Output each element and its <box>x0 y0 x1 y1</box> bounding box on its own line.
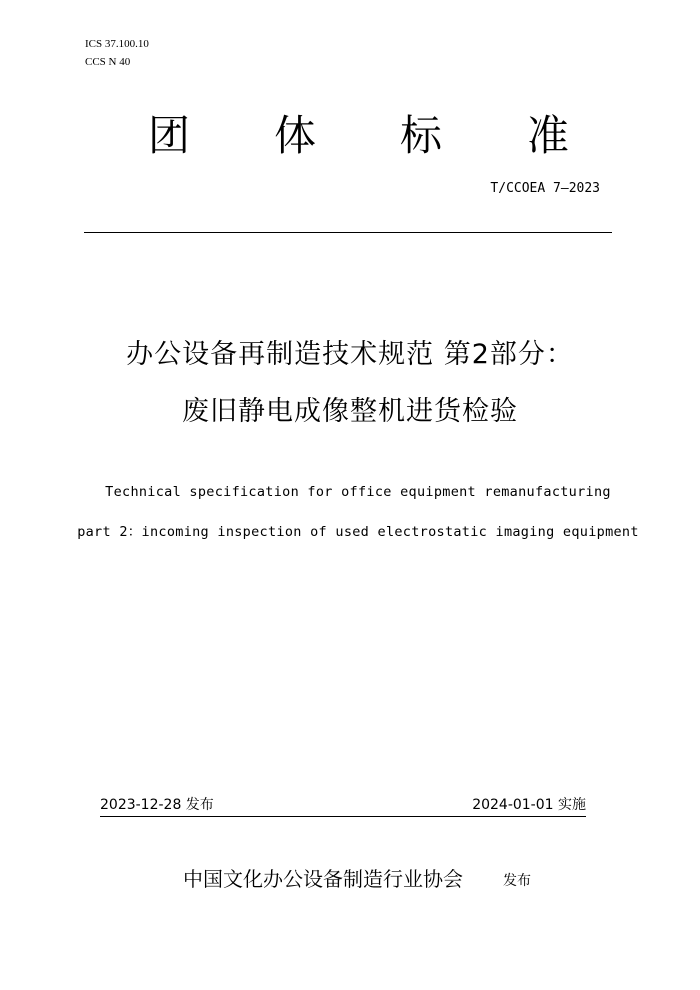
standard-type-heading <box>0 108 700 168</box>
english-title-line-1: Technical specification for office equipment remanufacturing <box>105 484 611 500</box>
english-title-line-2: part 2：incoming inspection of used electrostatic imaging equipment <box>77 524 639 540</box>
standard-code: T/CCOEA 7—2023 <box>490 181 600 196</box>
ccs-code: CCS N 40 <box>85 56 131 68</box>
document-title-line-2: 废旧静电成像整机进货检验 <box>182 396 518 427</box>
issuing-organization: 中国文化办公设备制造行业协会 <box>183 867 463 891</box>
standard-type-char: 体 <box>274 111 317 160</box>
document-title-line-1: 办公设备再制造技术规范 第2部分： <box>126 339 574 370</box>
publish-date: 2023-12-28 发布 <box>100 797 214 813</box>
ics-code: ICS 37.100.10 <box>85 38 149 50</box>
standard-type-char: 准 <box>527 111 570 160</box>
issue-label: 发布 <box>503 873 531 889</box>
date-bar <box>100 796 586 817</box>
effective-date: 2024-01-01 实施 <box>472 797 586 813</box>
standard-type-char: 团 <box>148 111 191 160</box>
header-divider <box>84 232 612 233</box>
standard-type-char: 标 <box>400 111 443 160</box>
